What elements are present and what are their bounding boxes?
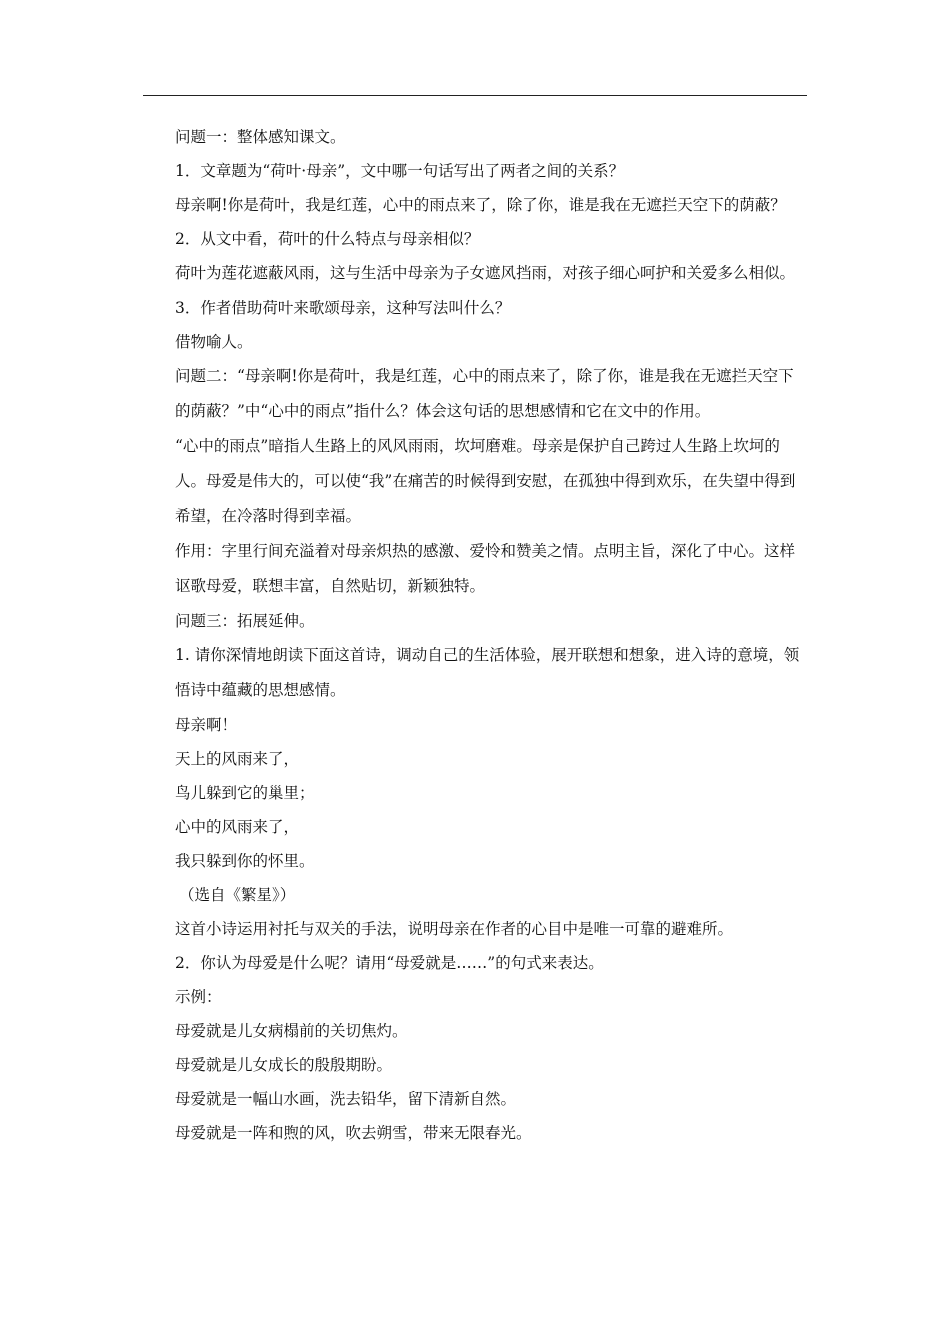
answer-text: 借物喻人。: [175, 333, 253, 351]
answer-text: 这首小诗运用衬托与双关的手法，说明母亲在作者的心目中是唯一可靠的避难所。: [175, 920, 734, 938]
example-sentence: 母爱就是儿女成长的殷殷期盼。: [175, 1056, 393, 1074]
example-sentence: 母爱就是一阵和煦的风，吹去朔雪，带来无限春光。: [175, 1124, 532, 1142]
poem-line: 我只躲到你的怀里。: [175, 852, 315, 870]
question-item: 1. 请你深情地朗读下面这首诗，调动自己的生活体验，展开联想和想象，进入诗的意境，领悟诗中蕴藏的思想感情。: [175, 646, 800, 699]
document-body: [143, 120, 809, 1150]
answer-text: 荷叶为莲花遮蔽风雨，这与生活中母亲为子女遮风挡雨，对孩子细心呵护和关爱多么相似。: [175, 264, 796, 282]
example-sentence: 母爱就是儿女病榻前的关切焦灼。: [175, 1022, 408, 1040]
poem-line: 鸟儿躲到它的巢里；: [175, 784, 315, 802]
answer-text: 作用：字里行间充溢着对母亲炽热的感激、爱怜和赞美之情。点明主旨，深化了中心。这样讴歌母爱，联想丰富，自然贴切，新颖独特。: [175, 542, 796, 595]
question-item: 3．作者借助荷叶来歌颂母亲，这种写法叫什么？: [175, 299, 511, 317]
example-label: 示例：: [175, 988, 222, 1006]
poem-source: （选自《繁星》）: [179, 886, 296, 904]
answer-text: 母亲啊!你是荷叶，我是红莲，心中的雨点来了，除了你，谁是我在无遮拦天空下的荫蔽？: [175, 196, 786, 214]
example-sentence: 母爱就是一幅山水画，洗去铅华，留下清新自然。: [175, 1090, 517, 1108]
question-item: 1．文章题为“荷叶·母亲”，文中哪一句话写出了两者之间的关系？: [175, 162, 625, 180]
answer-text: “心中的雨点”暗指人生路上的风风雨雨，坎坷磨难。母亲是保护自己跨过人生路上坎坷的人。母爱是伟大的，可以使“我”在痛苦的时候得到安慰，在孤独中得到欢乐，在失望中得到希望，在冷落时得到幸福。: [175, 437, 796, 525]
poem-line: 天上的风雨来了，: [175, 750, 300, 768]
question-heading: 问题一：整体感知课文。: [175, 128, 346, 146]
poem-line: 母亲啊！: [175, 716, 238, 734]
question-item: 2．从文中看，荷叶的什么特点与母亲相似？: [175, 230, 480, 248]
header-rule: [143, 95, 807, 96]
poem-line: 心中的风雨来了，: [175, 818, 300, 836]
question-heading: 问题二：“母亲啊!你是荷叶，我是红莲，心中的雨点来了，除了你，谁是我在无遮拦天空下的荫蔽？”中“心中的雨点”指什么？体会这句话的思想感情和它在文中的作用。: [175, 367, 794, 420]
question-item: 2．你认为母爱是什么呢？请用“母爱就是……”的句式来表达。: [175, 954, 604, 972]
question-heading: 问题三：拓展延伸。: [175, 612, 315, 630]
